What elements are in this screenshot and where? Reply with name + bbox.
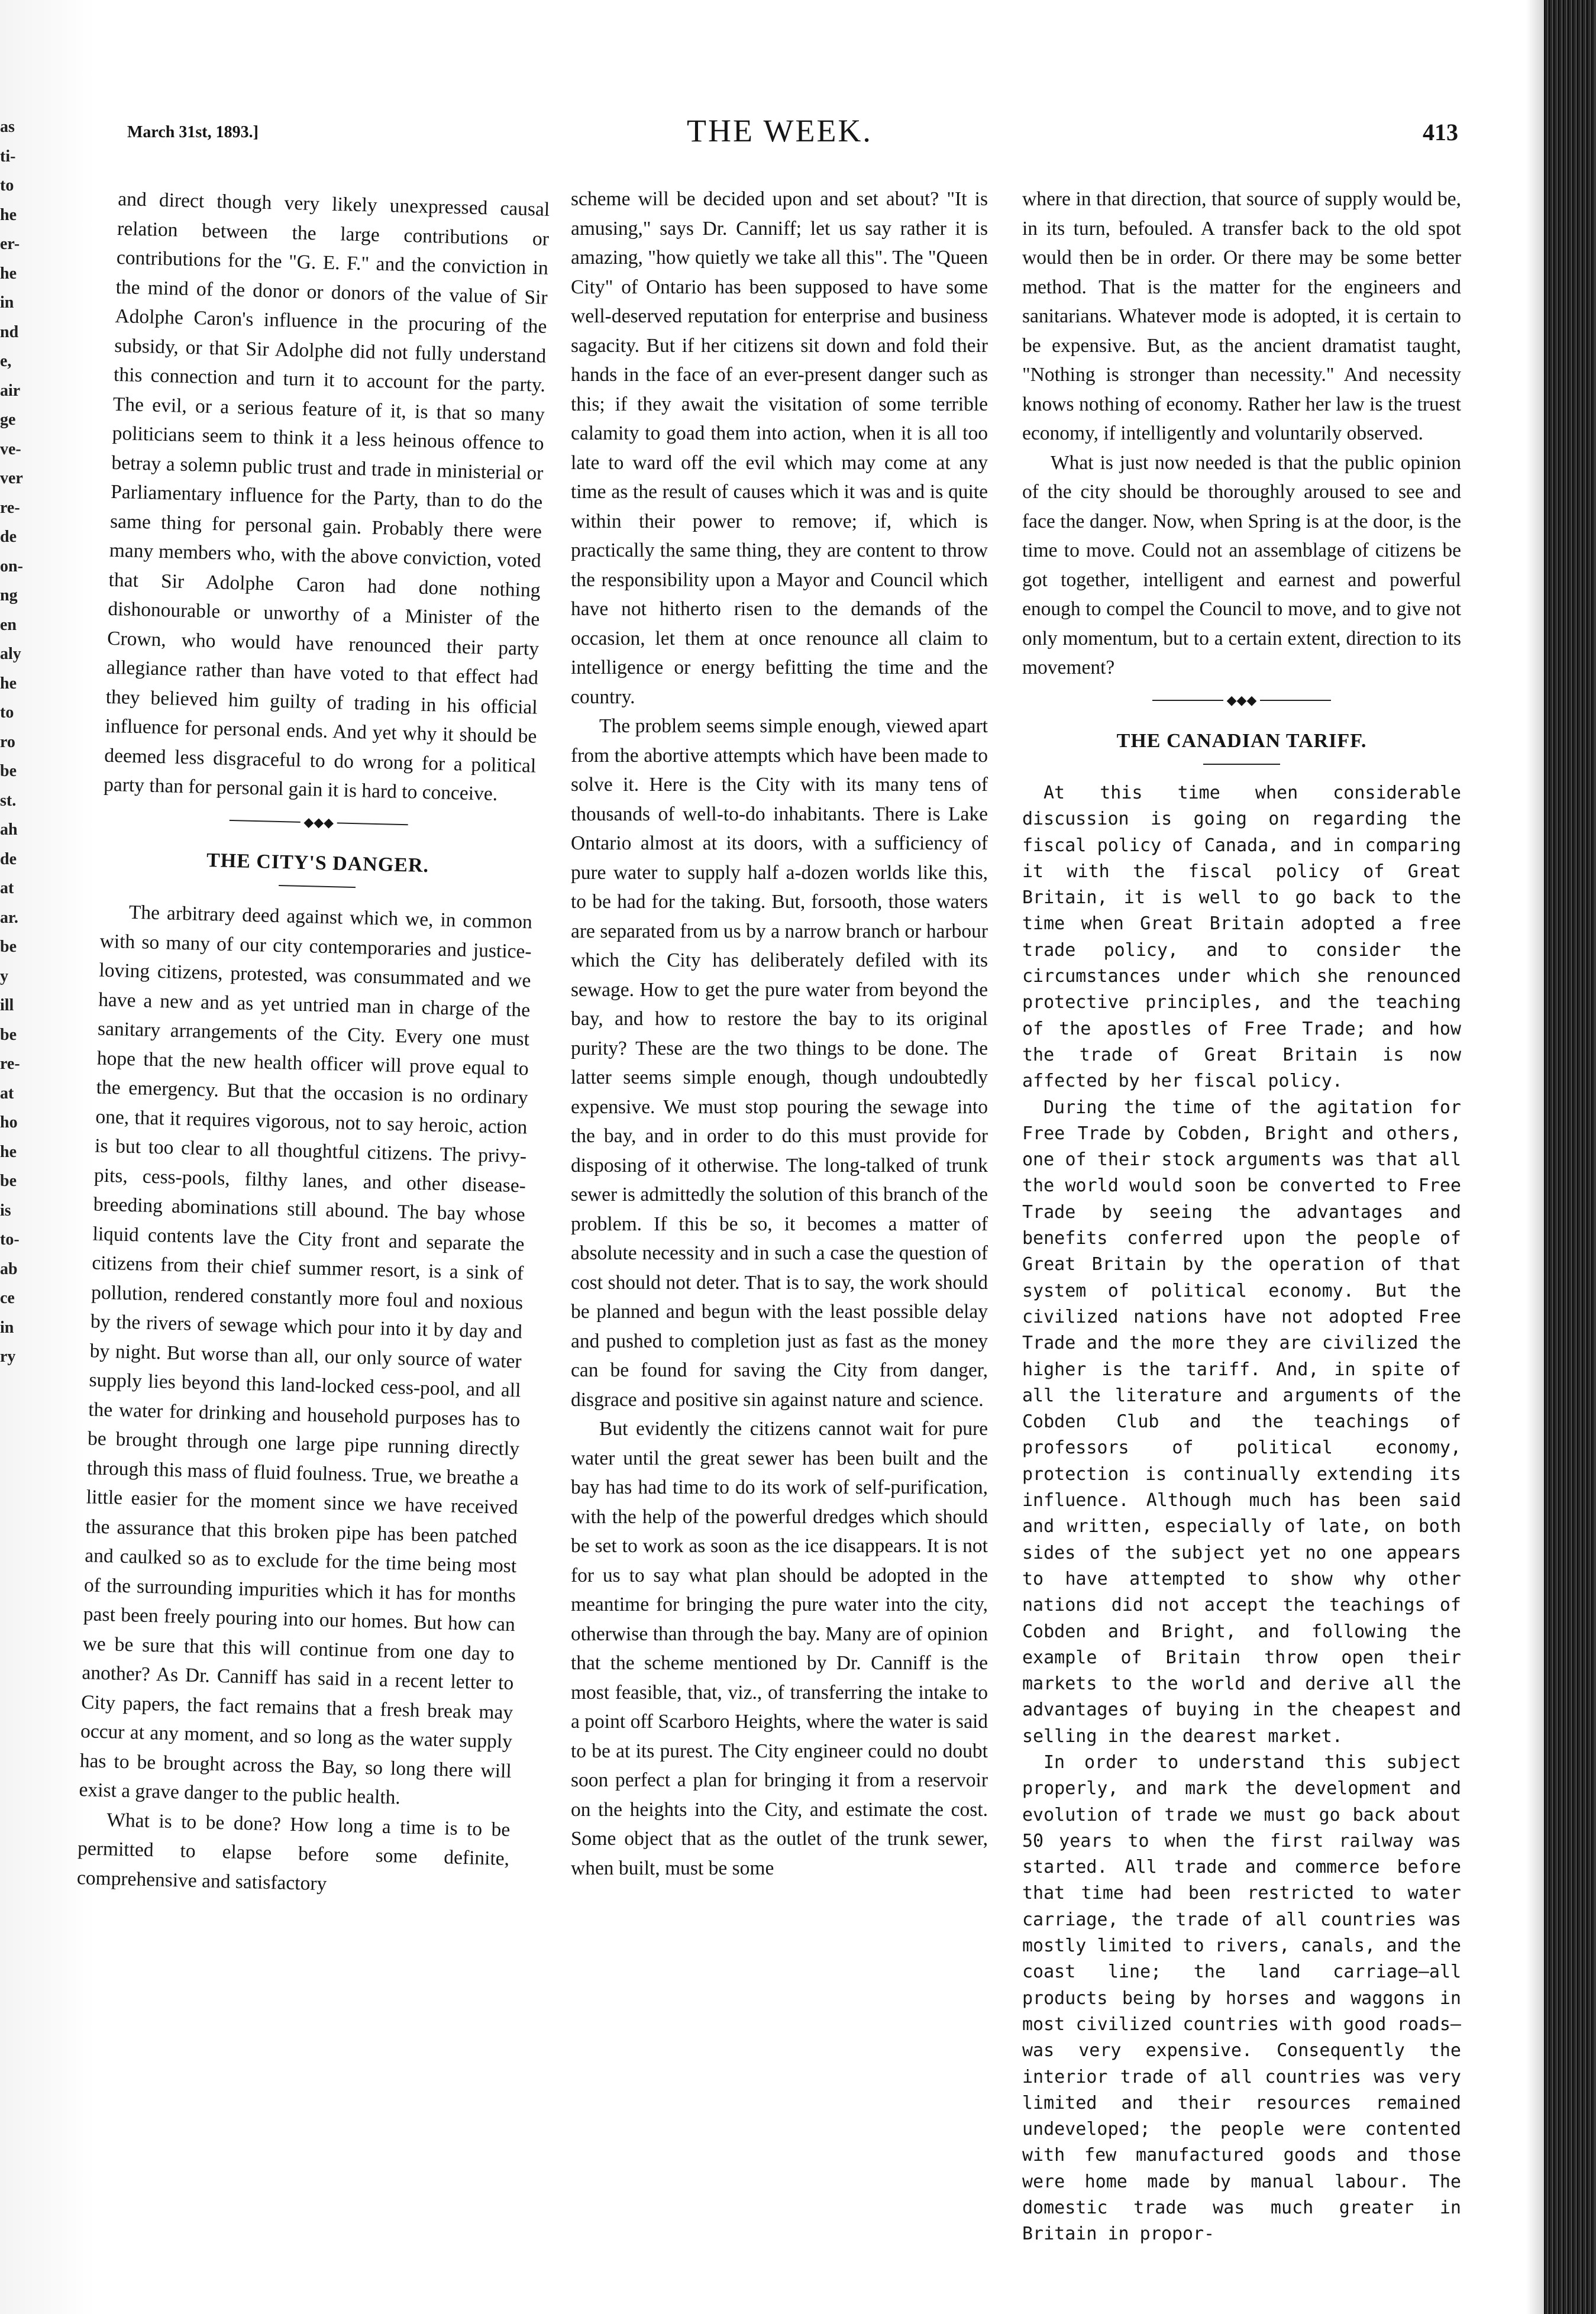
margin-fragment: de xyxy=(0,849,17,868)
paragraph: In order to understand this subject properly, and mark the development and evolution of trade we must go back about 50 years to when the first railway was started. All trade and commerce before that time had been restricted to water carriage, the trade of all countries was mostly limited to rivers, canals, and the coast line; the land carriage—all products being by horses and waggons in most civilized countries with good roads—was very expensive. Consequently the interior trade of all countries was very limited and their resources remained undeveloped; the people were contented with few manufactured goods and those were home made by manual labour. The domestic trade was much greater in Britain in propor- xyxy=(1022,1751,1461,2245)
margin-fragment: ar. xyxy=(0,908,18,927)
margin-fragment: re- xyxy=(0,498,20,517)
margin-fragment: aly xyxy=(0,645,21,663)
margin-fragment: at xyxy=(0,879,14,897)
margin-fragment: de xyxy=(0,528,17,546)
column-1 xyxy=(76,185,550,1903)
margin-fragment: is xyxy=(0,1201,11,1220)
paragraph: where in that direction, that source of supply would be, in its turn, befouled. A transfer back to the old spot would then be in order. Or there may be some better method. That is the matter for the engineers and sanitarians. Whatever mode is adopted, it is certain to be expensive. But, as the ancient dramatist taught, "Nothing is stronger than necessity." And necessity knows nothing of economy. Rather her law is the truest economy, if intelligently and voluntarily observed. xyxy=(1022,188,1461,444)
margin-fragment: be xyxy=(0,938,17,956)
margin-fragment: air xyxy=(0,381,21,400)
margin-fragment: ro xyxy=(0,732,15,751)
margin-fragment: in xyxy=(0,1318,14,1337)
section-heading-city-danger: THE CITY'S DANGER. xyxy=(206,849,429,877)
facing-page-fragments xyxy=(0,112,24,1372)
margin-fragment: y xyxy=(0,967,8,985)
margin-fragment: he xyxy=(0,205,17,224)
margin-fragment: ng xyxy=(0,586,18,605)
margin-fragment: in xyxy=(0,293,14,312)
margin-fragment: ver xyxy=(0,469,23,487)
margin-fragment: st. xyxy=(0,791,17,810)
paragraph: The arbitrary deed against which we, in common with so many of our city contemporaries and justice-loving citizens, protested, was consummated and we have a new and as yet untried man in charge of the sanitary arrangements of the City. Every one must hope that the new health officer will prove equal to the emergency. But that the occasion is no ordinary one, that it requires vigorous, not to say heroic, action is but too clear to all thoughtful citizens. The privy-pits, cess-pools, filthy lanes, and other disease-breeding abominations still abound. The bay whose liquid contents lave the City front and separate the citizens from their chief summer resort, is a sink of pollution, rendered constantly more foul and noxious by the rivers of sewage which pour into it by day and by night. But worse than all, our only source of water supply lies beyond this land-locked cess-pool, and all the water for drinking and household purposes has to be brought through one large pipe running directly through this mass of fluid foulness. True, we breathe a little easier for the moment since we have received the assurance that this broken pipe has been patched and caulked so as to exclude for the time being most of the surrounding impurities which it has for months past been freely pouring into our homes. But how can we be sure that this will continue from one day to another? As Dr. Canniff has said in a recent letter to City papers, the fact remains that a fresh break may occur at any moment, and so long as the water supply has to be brought across the Bay, so long there will exist a grave danger to the public health. xyxy=(79,901,533,1809)
margin-fragment: ve- xyxy=(0,439,21,458)
column-3 xyxy=(1022,185,1461,2248)
margin-fragment: ab xyxy=(0,1259,18,1278)
margin-fragment: to xyxy=(0,176,14,195)
paragraph: At this time when considerable discussion is going on regarding the fiscal policy of Canada, and in comparing it with the fiscal policy of Great Britain, it is well to go back to the time when Great Britain adopted a free trade policy, and to consider the circumstances under which she renounced protective principles, and the teaching of the apostles of Free Trade; and how the trade of Great Britain is now affected by her fiscal policy. xyxy=(1022,783,1461,1092)
margin-fragment: ho xyxy=(0,1113,18,1132)
margin-fragment: as xyxy=(0,118,15,136)
margin-fragment: he xyxy=(0,264,17,283)
section-divider: ◆◆◆ xyxy=(1022,694,1461,706)
margin-fragment: e, xyxy=(0,352,12,370)
section-divider: ◆◆◆ xyxy=(103,811,535,833)
margin-fragment: re- xyxy=(0,1055,20,1073)
margin-fragment: er- xyxy=(0,235,20,253)
margin-fragment: ah xyxy=(0,820,18,839)
margin-fragment: ry xyxy=(0,1347,16,1366)
paragraph: What is to be done? How long a time is to be permitted to elapse before some definite, comprehensive and satisfactory xyxy=(76,1808,511,1895)
column-2 xyxy=(571,185,988,1883)
margin-fragment: he xyxy=(0,674,17,693)
margin-fragment: at xyxy=(0,1084,14,1103)
paragraph: scheme will be decided upon and set about? "It is amusing," says Dr. Canniff; let us say rather it is amazing, "how quietly we take all this". The "Queen City" of Ontario has been supposed to have some well-deserved reputation for enterprise and business sagacity. But if her citizens sit down and fold their hands in the face of an ever-present danger such as this; if they await the visitation of some terrible calamity to goad them into action, when it is all too late to ward off the evil which may come at any time as the result of causes which it was and is quite within their power to remove; if, which is practically the same thing, they are content to throw the responsibility upon a Mayor and Council which have not hitherto risen to the demands of the occasion, let them at once renounce all claim to intelligence or energy befitting the time and the country. xyxy=(571,188,988,708)
page-edge xyxy=(1544,0,1596,2314)
margin-fragment: he xyxy=(0,1142,17,1161)
tariff-article-body xyxy=(1022,780,1461,2248)
section-heading-canadian-tariff: THE CANADIAN TARIFF. xyxy=(1116,729,1367,752)
heading-underline xyxy=(279,885,356,888)
paragraph: and direct though very likely unexpressed causal relation between the large contributions or contributions for the "G. E. F." and the conviction in the mind of the donor or donors of the value of Sir Adolphe Caron's influence in the procuring of the subsidy, or that Sir Adolphe did not fully understand this connection and turn it to account for the party. The evil, or a serious feature of it, is that so many politicians seem to think it a less heinous offence to betray a solemn public trust and trade in ministerial or Parliamentary influence for the Party, than to do the same thing for personal gain. Probably there were many members who, with the above conviction, voted that Sir Adolphe Caron had done nothing dishonourable or unworthy of a Minister of the Crown, who would have renounced their party allegiance rather than have voted to that effect had they believed him guilty of trading in his official influence for personal ends. And yet why it should be deemed less disgraceful to do wrong for a political party than for personal gain it is hard to conceive. xyxy=(103,188,550,805)
margin-fragment: be xyxy=(0,1025,17,1044)
paragraph: But evidently the citizens cannot wait for pure water until the great sewer has been built and the bay has had time to do its work of self-purification, with the help of the powerful dredges which should be set to work as soon as the ice disappears. It is not for us to say what plan should be adopted in the meantime for bringing the pure water into the city, otherwise than through the bay. Many are of opinion that the scheme mentioned by Dr. Canniff is the most feasible, that, viz., of transferring the intake to a point off Scarboro Heights, where the water is said to be at its purest. The City engineer could no doubt soon perfect a plan for bringing it from a reservoir on the heights into the City, and estimate the cost. Some object that as the outlet of the trunk sewer, when built, must be some xyxy=(571,1418,988,1879)
margin-fragment: to- xyxy=(0,1230,20,1249)
margin-fragment: be xyxy=(0,762,17,780)
margin-fragment: nd xyxy=(0,322,19,341)
margin-fragment: ge xyxy=(0,411,16,429)
page-header xyxy=(127,112,1458,160)
heading-underline xyxy=(1203,764,1280,765)
paragraph: What is just now needed is that the public opinion of the city should be thoroughly aroused to see and face the danger. Now, when Spring is at the door, is the time to move. Could not an assemblage of citizens be got together, intelligent and earnest and powerful enough to compel the Council to move, and to give not only momentum, but to a certain extent, direction to its movement? xyxy=(1022,451,1461,678)
paragraph: The problem seems simple enough, viewed apart from the abortive attempts which have been made to solve it. Here is the City with its many tens of thousands of well-to-do inhabitants. There is Lake Ontario almost at its doors, with a sufficiency of pure water to supply half a-dozen worlds like this, to be had for the taking. But, forsooth, those waters are separated from us by a narrow branch or harbour which the City has deliberately defiled with its sewage. How to get the pure water from beyond the bay, and how to restore the bay to its original purity? These are the two things to be done. The latter seems simple enough, though undoubtedly expensive. We must stop pouring the sewage into the bay, and in order to do this must provide for disposing of it otherwise. The long-talked of trunk sewer is admittedly the solution of this branch of the problem. If this be so, it becomes a matter of absolute necessity and in such a case the question of cost should not deter. That is to say, the work should be planned and begun with the least possible delay and pushed to completion just as fast as the money can be found for saving the City from danger, disgrace and positive sin against nature and science. xyxy=(571,715,988,1411)
page-number: 413 xyxy=(1423,119,1458,146)
page-fold-shadow xyxy=(1526,0,1544,2314)
margin-fragment: en xyxy=(0,615,17,634)
margin-fragment: ill xyxy=(0,996,14,1014)
margin-fragment: be xyxy=(0,1172,17,1190)
paragraph: During the time of the agitation for Free Trade by Cobden, Bright and others, one of their stock arguments was that all the world would soon be converted to Free Trade by seeing the advantages and benefits conferred upon the people of Great Britain by the operation of that system of political economy. But the civilized nations have not adopted Free Trade and the more they are civilized the higher is the tariff. And, in spite of all the literature and arguments of the Cobden Club and the teachings of professors of political economy, protection is continually extending its influence. Although much has been said and written, especially of late, on both sides of the subject yet no one appears to have attempted to show why other nations did not accept the teachings of Cobden and Bright, and following the example of Britain throw open their markets to the world and derive all the advantages of buying in the cheapest and selling in the dearest market. xyxy=(1022,1097,1461,1747)
margin-fragment: to xyxy=(0,703,14,722)
margin-fragment: on- xyxy=(0,557,23,576)
margin-fragment: ti- xyxy=(0,147,16,166)
masthead-title: THE WEEK. xyxy=(687,113,873,148)
issue-date: March 31st, 1893.] xyxy=(127,123,259,141)
margin-fragment: ce xyxy=(0,1289,15,1307)
